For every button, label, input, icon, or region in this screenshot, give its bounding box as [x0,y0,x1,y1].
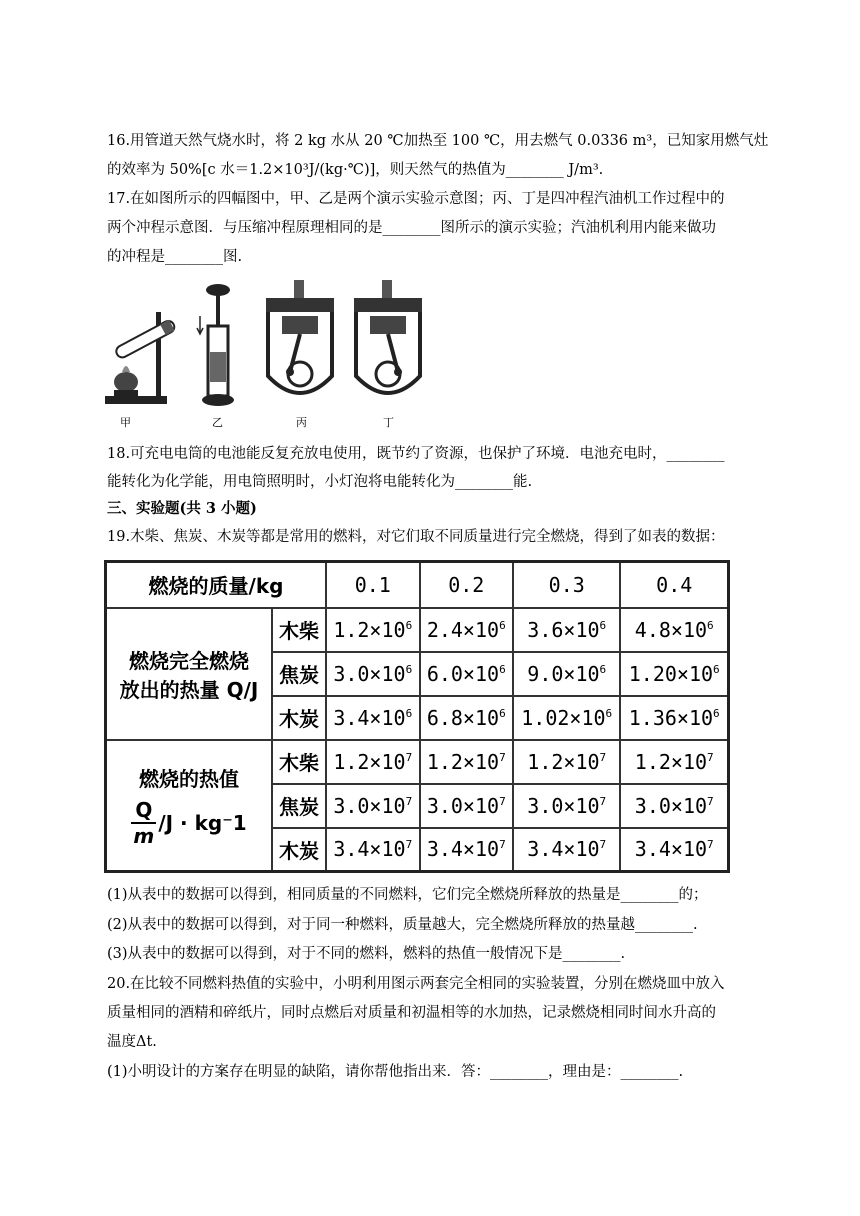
figure-yi [196,282,236,412]
q20-line3: 温度Δt. [107,1034,157,1050]
q17-line2: 两个冲程示意图．与压缩冲程原理相同的是________图所示的演示实验；汽油机利用内能来做功 [107,220,716,236]
fuel-label: 木炭 [272,696,326,740]
table-row [106,608,729,652]
fuel-label: 木炭 [272,828,326,872]
q19-sub3: (3)从表中的数据可以得到，对于不同的燃料，燃料的热值一般情况下是________. [107,946,626,962]
section-title: 三、实验题(共 3 小题) [107,500,257,517]
value-cell: $1.2\times 10^7$ [620,740,728,784]
q20-line1: 20.在比较不同燃料热值的实验中，小明利用图示两套完全相同的实验装置，分别在燃烧皿中放入 [107,976,725,992]
q19-intro: 19.木柴、焦炭、木炭等都是常用的燃料，对它们取不同质量进行完全燃烧，得到了如表的数据： [107,529,725,545]
heat-cell: $6.0\times 10^6$ [420,652,514,696]
figure-bing [260,276,340,406]
q18-line1: 18.可充电电筒的电池能反复充放电使用，既节约了资源，也保护了环境．电池充电时，________ [107,446,725,462]
q16-line2: 的效率为 50%[c 水＝1.2×10³J/(kg·℃)]，则天然气的热值为________ J/m³. [107,162,604,178]
mass-cell: 0.4 [620,562,728,608]
figure-ding [348,276,428,406]
q20-line2: 质量相同的酒精和碎纸片，同时点燃后对质量和初温相等的水加热，记录燃烧相同时间水升高的 [107,1005,716,1021]
fuel-label: 木柴 [272,740,326,784]
heat-cell: $3.4\times 10^6$ [326,696,420,740]
table-header-row [106,562,729,608]
heat-cell: $2.4\times 10^6$ [420,608,514,652]
heat-cell: $6.8\times 10^6$ [420,696,514,740]
q17-figures [100,272,430,432]
q16-line1: 16.用管道天然气烧水时，将 2 kg 水从 20 ℃加热至 100 ℃，用去燃气 0.0336 m³，已知家用燃气灶 [107,133,769,149]
heat-cell: $1.36\times 10^6$ [620,696,728,740]
heat-cell: $3.0\times 10^6$ [326,652,420,696]
value-cell: $3.0\times 10^7$ [620,784,728,828]
value-cell: $3.4\times 10^7$ [513,828,620,872]
heat-cell: $1.02\times 10^6$ [513,696,620,740]
heat-header: 燃烧完全燃烧 放出的热量 Q/J [106,608,273,740]
fuel-data-table [104,560,730,873]
q20-sub1: (1)小明设计的方案存在明显的缺陷，请你帮他指出来．答：________，理由是：________. [107,1064,684,1080]
value-cell: $3.4\times 10^7$ [420,828,514,872]
fuel-label: 焦炭 [272,784,326,828]
heat-cell: $4.8\times 10^6$ [620,608,728,652]
q17-line3: 的冲程是________图. [107,249,243,265]
value-cell: $1.2\times 10^7$ [513,740,620,784]
value-cell: $3.0\times 10^7$ [420,784,514,828]
value-cell: $1.2\times 10^7$ [326,740,420,784]
mass-cell: 0.3 [513,562,620,608]
mass-cell: 0.2 [420,562,514,608]
caption-ding: 丁 [383,416,394,429]
q19-sub2: (2)从表中的数据可以得到，对于同一种燃料，质量越大，完全燃烧所释放的热量越________. [107,917,698,933]
value-cell: $1.2\times 10^7$ [420,740,514,784]
heat-cell: $1.2\times 10^6$ [326,608,420,652]
caption-bing: 丙 [296,416,307,429]
figure-jia [100,292,180,412]
fuel-label: 木柴 [272,608,326,652]
caption-yi: 乙 [212,416,223,429]
heat-value-header: 燃烧的热值 Q m /J · kg⁻1 [106,740,273,872]
heat-cell: $9.0\times 10^6$ [513,652,620,696]
value-cell: $3.0\times 10^7$ [513,784,620,828]
table-row [106,740,729,784]
q19-sub1: (1)从表中的数据可以得到，相同质量的不同燃料，它们完全燃烧所释放的热量是________的； [107,887,708,903]
mass-cell: 0.1 [326,562,420,608]
q17-line1: 17.在如图所示的四幅图中，甲、乙是两个演示实验示意图；丙、丁是四冲程汽油机工作过程中的 [107,191,725,207]
value-cell: $3.4\times 10^7$ [326,828,420,872]
heat-cell: $1.20\times 10^6$ [620,652,728,696]
fuel-label: 焦炭 [272,652,326,696]
mass-header: 燃烧的质量/kg [106,562,327,608]
heat-cell: $3.6\times 10^6$ [513,608,620,652]
value-cell: $3.0\times 10^7$ [326,784,420,828]
value-cell: $3.4\times 10^7$ [620,828,728,872]
caption-jia: 甲 [120,416,131,429]
q18-line2: 能转化为化学能，用电筒照明时，小灯泡将电能转化为________能. [107,474,533,490]
